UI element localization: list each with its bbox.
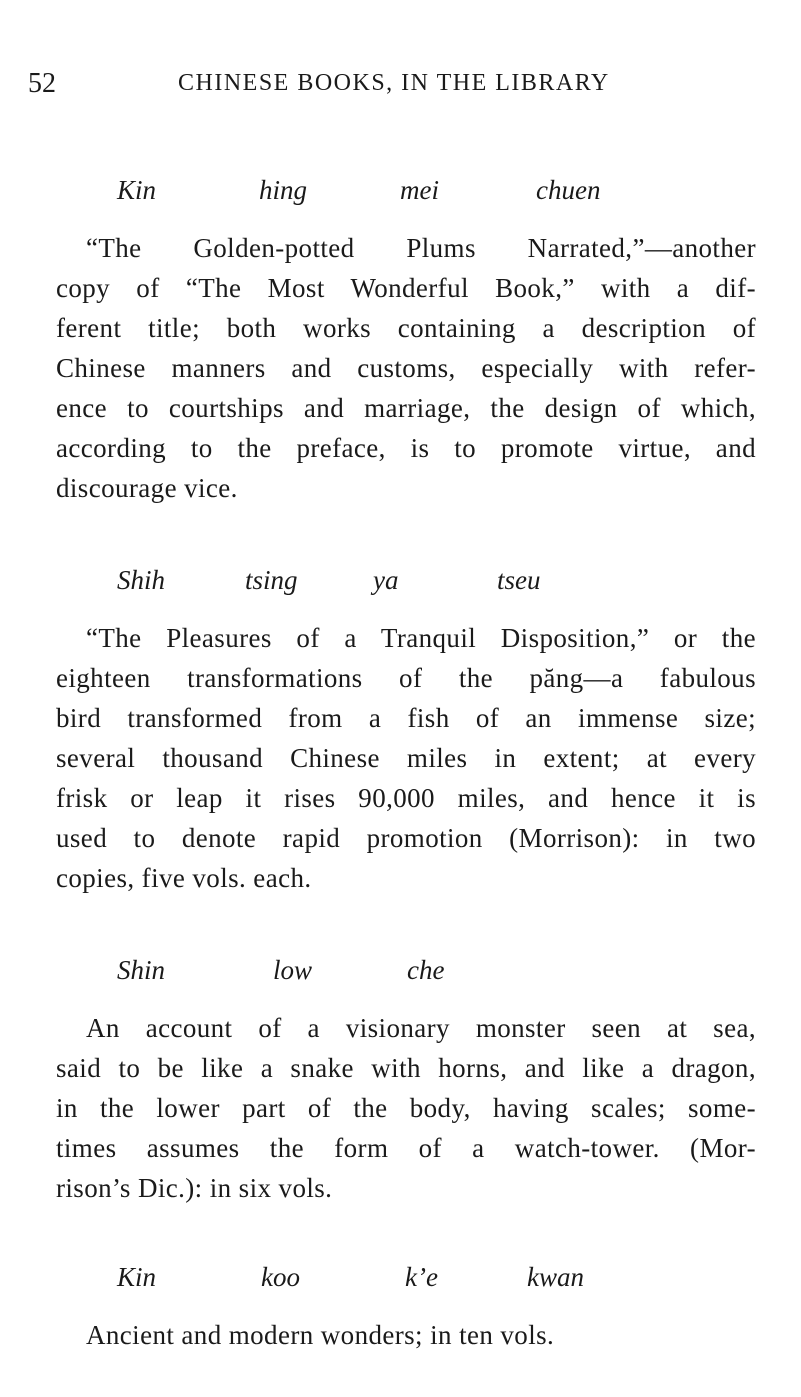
description-line: Ancient and modern wonders; in ten vols. — [86, 1320, 555, 1350]
description-line: “The Pleasures of a Tranquil Disposition,” or the — [86, 623, 756, 653]
description-line: said to be like a snake with horns, and like a dragon, — [56, 1053, 756, 1083]
description-line: rison’s Dic.): in six vols. — [56, 1173, 333, 1203]
description-line: Chinese manners and customs, especially with refer- — [56, 353, 756, 383]
catalog-entry — [56, 175, 756, 508]
title-word: k’e — [405, 1262, 438, 1292]
description-line: ferent title; both works containing a description of — [56, 313, 756, 343]
title-word: kwan — [527, 1262, 584, 1292]
title-word: low — [273, 955, 313, 985]
page-number: 52 — [28, 68, 56, 99]
catalog-entry — [56, 955, 756, 1208]
title-word: hing — [259, 175, 308, 205]
title-word: Kin — [117, 175, 157, 205]
description-line: used to denote rapid promotion (Morrison): in two — [56, 823, 756, 853]
catalog-entry — [56, 1262, 756, 1355]
entry-description — [56, 228, 756, 508]
romanized-title — [56, 565, 756, 605]
entry-description — [56, 618, 756, 898]
romanized-title — [56, 175, 756, 215]
description-line: copy of “The Most Wonderful Book,” with a dif- — [56, 273, 756, 303]
description-line: according to the preface, is to promote virtue, and — [56, 433, 756, 463]
description-line: eighteen transformations of the păng—a fabulous — [56, 663, 756, 693]
running-head: CHINESE BOOKS, IN THE LIBRARY — [178, 70, 610, 96]
catalog-entry — [56, 565, 756, 898]
romanized-title — [56, 955, 756, 995]
description-line: discourage vice. — [56, 473, 238, 503]
title-word: koo — [261, 1262, 300, 1292]
entry-description — [56, 1315, 756, 1355]
title-word: che — [407, 955, 445, 985]
title-word: Shin — [117, 955, 166, 985]
title-word: chuen — [536, 175, 601, 205]
description-line: bird transformed from a fish of an immense size; — [56, 703, 756, 733]
title-word: ya — [373, 565, 399, 595]
description-line: several thousand Chinese miles in extent; at every — [56, 743, 756, 773]
description-line: copies, five vols. each. — [56, 863, 312, 893]
entry-description — [56, 1008, 756, 1208]
title-word: mei — [400, 175, 439, 205]
description-line: ence to courtships and marriage, the design of which, — [56, 393, 756, 423]
title-word: tsing — [245, 565, 298, 595]
description-line: in the lower part of the body, having scales; some- — [56, 1093, 756, 1123]
title-word: Kin — [117, 1262, 157, 1292]
description-line: frisk or leap it rises 90,000 miles, and hence it is — [56, 783, 756, 813]
description-line: An account of a visionary monster seen at sea, — [86, 1013, 756, 1043]
romanized-title — [56, 1262, 756, 1302]
description-line: times assumes the form of a watch-tower. (Mor- — [56, 1133, 756, 1163]
title-word: Shih — [117, 565, 166, 595]
description-line: “The Golden-potted Plums Narrated,”—another — [86, 233, 756, 263]
title-word: tseu — [497, 565, 541, 595]
